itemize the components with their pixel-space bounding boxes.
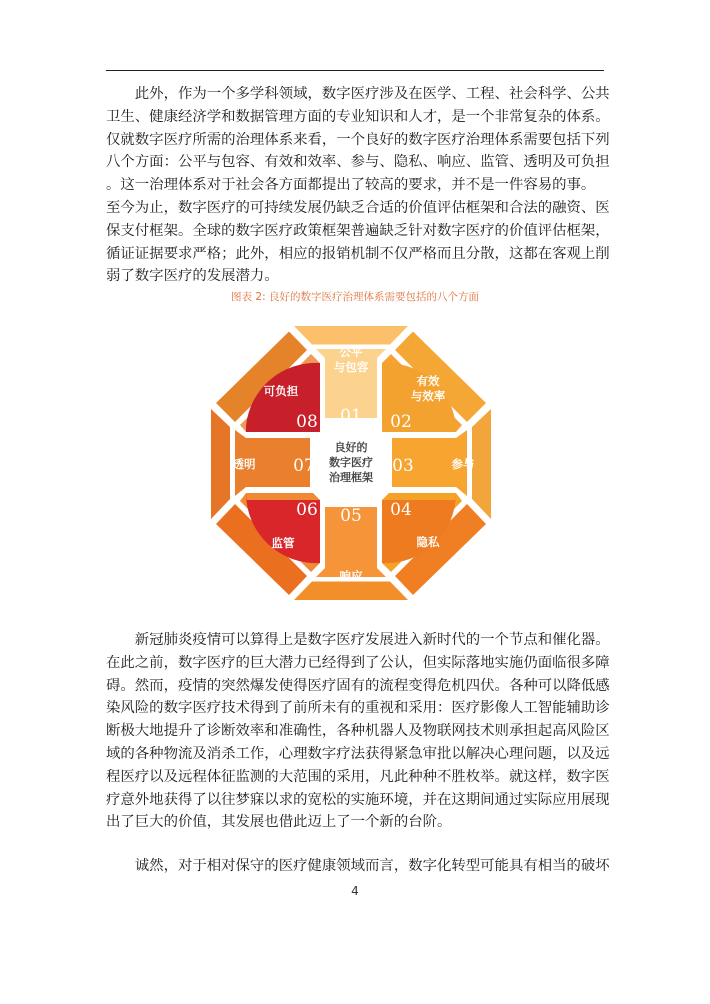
- segment-01-label-line: 公平: [339, 345, 363, 359]
- center-title-line: 良好的: [334, 441, 368, 454]
- text-line: 八个方面：公平与包容、有效和效率、参与、隐私、响应、监管、透明及可负担: [106, 154, 610, 171]
- segment-02-label-line: 有效: [416, 374, 440, 388]
- segment-02-number: 02: [390, 412, 412, 432]
- segment-06-number: 06: [296, 500, 318, 520]
- text-line: 程医疗以及远程体征监测的大范围的采用，凡此种种不胜枚举。就这样，数字医: [106, 768, 610, 785]
- text-line: 卫生、健康经济学和数据管理方面的专业知识和人才，是一个非常复杂的体系。: [106, 108, 610, 125]
- segment-04-label-line: 隐私: [416, 535, 440, 549]
- text-line: 出了巨大的价值，其发展也借此迈上了一个新的台阶。: [106, 814, 452, 831]
- segment-04-number: 04: [390, 500, 412, 520]
- center-title-line: 数字医疗: [329, 456, 373, 469]
- text-line: 在此之前，数字医疗的巨大潜力已经得到了公认，但实际落地实施仍面临很多障: [106, 654, 610, 671]
- segment-07-number: 07: [293, 456, 315, 476]
- text-line: 域的各种物流及消杀工作，心理数字疗法获得紧急审批以解决心理问题，以及远: [106, 745, 610, 762]
- text-line: 。这一治理体系对于社会各方面都提出了较高的要求，并不是一件容易的事。: [106, 177, 596, 194]
- text-line: 碍。然而，疫情的突然爆发使得医疗固有的流程变得危机四伏。各种可以降低感: [106, 677, 610, 694]
- governance-framework-diagram: [211, 323, 501, 601]
- paragraph-3: [106, 855, 610, 878]
- paragraph-1: [106, 83, 610, 288]
- segment-01-number: 01: [340, 406, 362, 426]
- segment-05-label-line: 响应: [339, 569, 363, 583]
- segment-01-outer: [294, 326, 408, 345]
- text-line: 循证证据要求严格；此外，相应的报销机制不仅严格而且分散，这都在客观上削: [106, 245, 610, 262]
- segment-07-label-line: 透明: [232, 457, 256, 471]
- text-line: 疗意外地获得了以往梦寐以求的宽松的实施环境，并在这期间通过实际应用展现: [106, 791, 610, 808]
- segment-08-number: 08: [296, 412, 318, 432]
- text-line: 仅就数字医疗所需的治理体系来看，一个良好的数字医疗治理体系需要包括下列: [106, 131, 610, 148]
- segment-07-outer: [211, 409, 230, 519]
- text-line: 保支付框架。全球的数字医疗政策框架普遍缺乏针对数字医疗的价值评估框架，: [106, 222, 610, 239]
- text-line: 新冠肺炎疫情可以算得上是数字医疗发展进入新时代的一个节点和催化器。: [106, 632, 610, 648]
- segment-05-number: 05: [340, 506, 362, 526]
- text-line: 至今为止，数字医疗的可持续发展仍缺乏合适的价值评估框架和合法的融资、医: [106, 199, 610, 216]
- segment-02-label-line: 与效率: [410, 389, 446, 403]
- segment-03-number: 03: [392, 456, 414, 476]
- segment-03-label-line: 参与: [451, 457, 475, 471]
- text-line: 断极大地提升了诊断效率和准确性，各种机器人及物联网技术则承担起高风险区: [106, 723, 610, 740]
- text-line: 此外，作为一个多学科领域，数字医疗涉及在医学、工程、社会科学、公共: [106, 86, 610, 102]
- figure-caption: 图表 2: 良好的数字医疗治理体系需要包括的八个方面: [231, 291, 479, 303]
- paragraph-2: [106, 629, 610, 834]
- header-rule: [106, 70, 604, 71]
- segment-06-label-line: 监管: [271, 536, 295, 550]
- text-line: 诚然，对于相对保守的医疗健康领域而言，数字化转型可能具有相当的破坏: [106, 858, 610, 874]
- segment-08-label-line: 可负担: [263, 384, 299, 398]
- text-line: 弱了数字医疗的发展潜力。: [106, 268, 279, 285]
- segment-03-outer: [472, 409, 491, 519]
- text-line: 染风险的数字医疗技术得到了前所未有的重视和采用：医疗影像人工智能辅助诊: [106, 700, 610, 717]
- segment-05-outer: [294, 582, 408, 601]
- center-title-line: 治理框架: [329, 471, 373, 484]
- segment-01-label-line: 与包容: [333, 360, 369, 374]
- page-number: 4: [351, 884, 359, 898]
